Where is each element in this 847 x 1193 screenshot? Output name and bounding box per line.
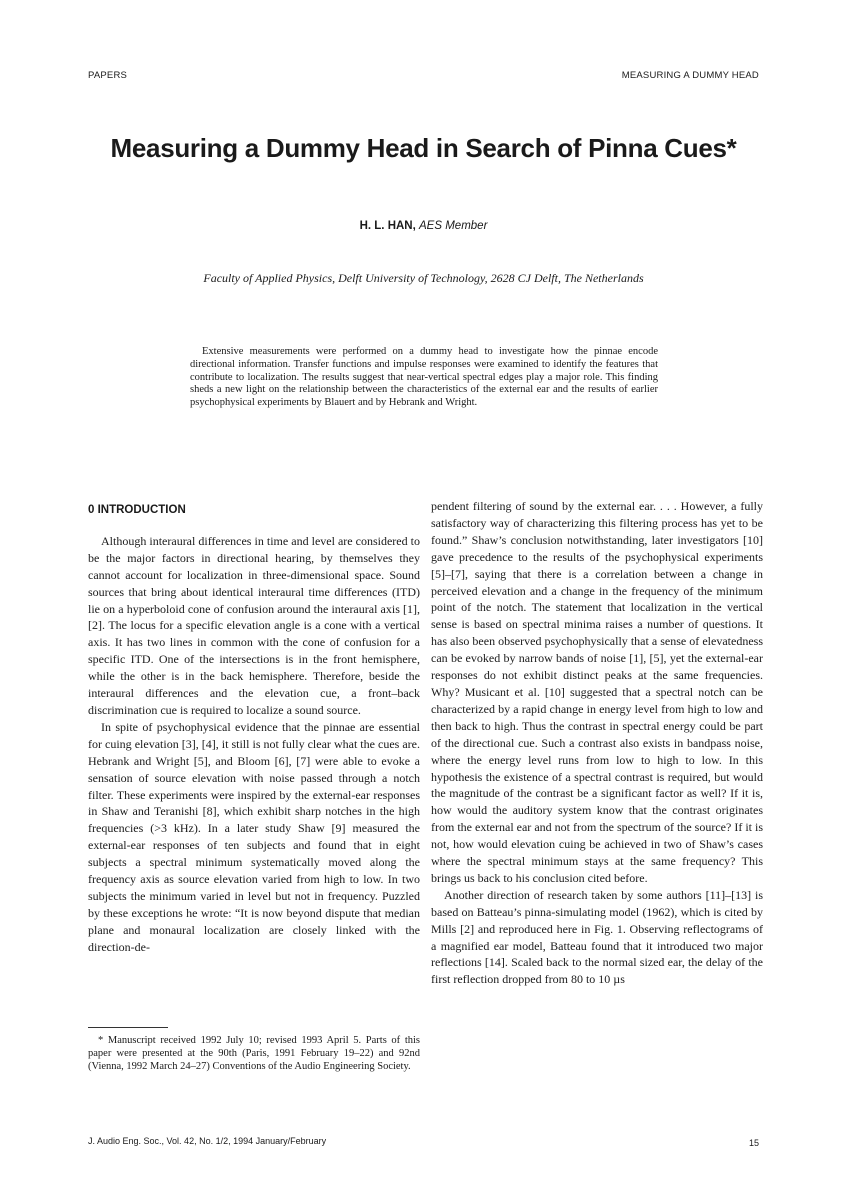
page-number: 15 [748, 1138, 759, 1148]
author-line [0, 220, 847, 232]
footnote-rule [88, 1027, 168, 1028]
right-column [431, 498, 763, 988]
paragraph: In spite of psychophysical evidence that the pinnae are essential for cuing elevation [3], [4], it still is not fully clear what the cues are. Hebrank and Wright [5], and Bloom [6], [7] were able to evoke a sensation of source elevation with noise passed through a notch filter. These experiments were inspired by the external-ear responses in Shaw and Teranishi [8], which exhibit sharp notches in the high frequencies (>3 kHz). In a later study Shaw [9] measured the external-ear responses of ten subjects and found that in eight subjects a spectral minimum systematically moved along the frequency axis as source elevation varied from high to low. In two subjects the minimum varied in level but not in frequency. Puzzled by these exceptions he wrote: “It is now beyond dispute that median plane and monaural localization are closely linked with the direction-de- [88, 719, 420, 954]
footnote: * Manuscript received 1992 July 10; revised 1993 April 5. Parts of this paper were presented at the 90th (Paris, 1991 February 19–22) and 92nd (Vienna, 1992 March 24–27) Conventions of the Audio Engineering Society. [88, 1035, 420, 1072]
running-head-left: PAPERS [88, 70, 128, 81]
paragraph: Although interaural differences in time and level are considered to be the major factors in directional hearing, by themselves they cannot account for localization in three-dimensional space. Sound sources that bring about identical interaural time differences (ITD) lie on a hyperboloid cone of confusion around the interaural axis [1], [2]. The locus for a specific elevation angle is a cone with a vertical axis. It has two lines in common with the cone of confusion for a specific ITD. One of the intersections is in the front hemisphere, while the other is in the back hemisphere. Therefore, beside the interaural differences and the elevation cue, a front–back discrimination cue is required to localize a sound source. [88, 533, 420, 717]
affiliation: Faculty of Applied Physics, Delft University of Technology, 2628 CJ Delft, The Netherlands [203, 271, 644, 285]
paragraph: pendent filtering of sound by the external ear. . . . However, a fully satisfactory way of characterizing this filtering process has yet to be found.” Shaw’s conclusion notwithstanding, later investigators [10] gave precedence to the results of the psychophysical experiments [5]–[7], saying that there is a correlation between a change in perceived elevation and a change in the frequency of the minimum point of the notch. The statement that localization in the vertical sense is based on spectral minima raises a number of questions. It has also been observed psychophysically that a sense of elevatedness can be evoked by narrow bands of noise [1], [5], yet the external-ear responses do not exhibit distinct peaks at the same frequencies. Why? Musicant et al. [10] suggested that a spectral notch can be characterized by a rapid change in energy level from high to low and then back to high. Thus the contrast in spectral energy could be part of the directional cue. Such a contrast also exists in bandpass noise, where the energy level runs from low to high to low. In this hypothesis the existence of a spectral contrast is required, but would the magnitude of the contrast be a significant factor as well? If it is, how would the auditory system know that the contrast originates from the external ear and not from the spectrum of the source? If it is not, how would elevation cuing be achieved in two of Shaw’s cases where the spectral minimum stays at the same frequency? This brings us back to his conclusion cited before. [431, 499, 763, 885]
running-head-right: MEASURING A DUMMY HEAD [621, 70, 759, 81]
author-name: H. L. HAN, [359, 220, 416, 232]
journal-citation: J. Audio Eng. Soc., Vol. 42, No. 1/2, 1994 January/February [88, 1136, 327, 1146]
paragraph: Another direction of research taken by some authors [11]–[13] is based on Batteau’s pinna-simulating model (1962), which is cited by Mills [2] and reproduced here in Fig. 1. Observing reflectograms of a magnified ear model, Batteau found that it introduced two major reflections [14]. Scaled back to the normal sized ear, the delay of the first reflection dropped from 80 to 10 µs [431, 887, 763, 987]
abstract: Extensive measurements were performed on a dummy head to investigate how the pinnae encode directional information. Transfer functions and impulse responses were examined to identify the features that contribute to localization. The results suggest that near-vertical spectral edges play a major role. This finding sheds a new light on the relationship between the characteristics of the external ear and the results of earlier psychophysical experiments by Blauert and by Hebrank and Wright. [190, 346, 658, 409]
left-column [88, 500, 420, 956]
author-membership: AES Member [419, 220, 488, 232]
section-heading: 0 INTRODUCTION [88, 504, 186, 516]
paper-title: Measuring a Dummy Head in Search of Pinna Cues* [110, 133, 737, 163]
